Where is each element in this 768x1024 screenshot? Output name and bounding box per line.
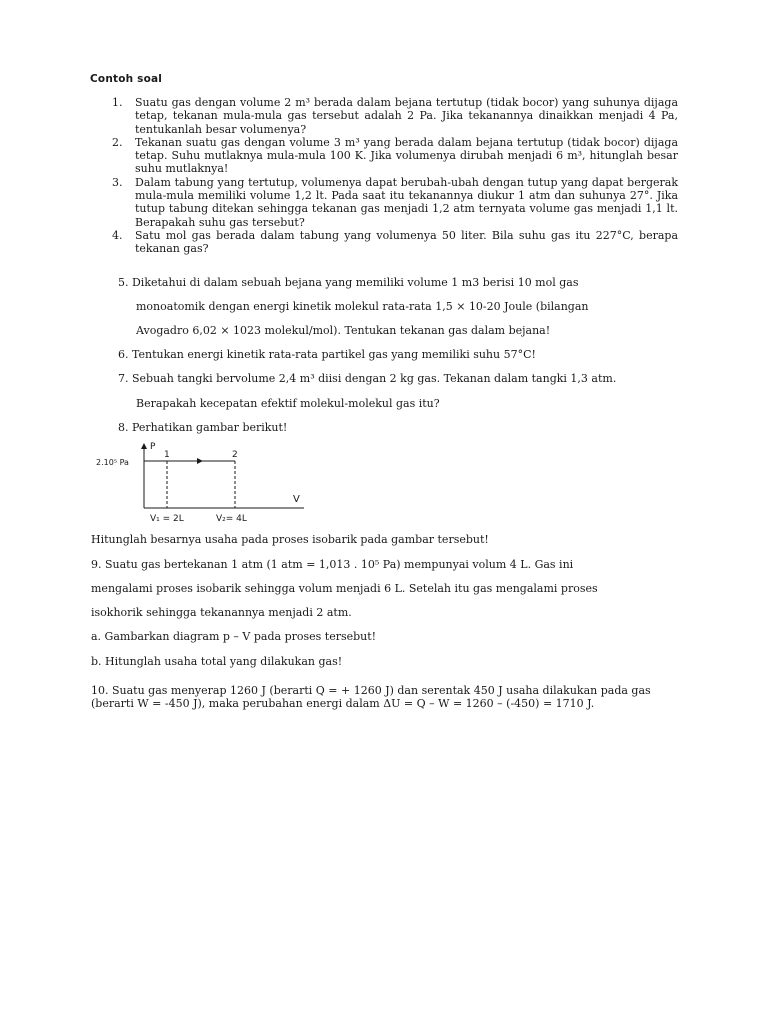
question-9-line-1: 9. Suatu gas bertekanan 1 atm (1 atm = 1,013 . 10⁵ Pa) mempunyai volum 4 L. Gas ini	[91, 558, 574, 571]
numbered-question-list	[112, 96, 678, 256]
v1-label: V₁ = 2L	[150, 514, 184, 524]
list-item-text: Dalam tabung yang tertutup, volumenya dapat berubah-ubah dengan tutup yang dapat bergerak mula-mula memiliki volume 1,2 lt. Pada saat itu tekanannya diukur 1 atm dan suhunya 27°. Jika tutup tabung ditekan sehingga tekanan gas menjadi 1,2 atm ternyata volume gas menjadi 1,1 lt. Berapakah suhu gas tersebut?	[135, 175, 678, 229]
question-8: 8. Perhatikan gambar berikut!	[118, 421, 288, 434]
list-item-text: Suatu gas dengan volume 2 m³ berada dalam bejana tertutup (tidak bocor) yang suhunya dijaga tetap, tekanan mula-mula gas tersebut adalah 2 Pa. Jika tekanannya dinaikkan menjadi 4 Pa, tentukanlah besar volumenya?	[135, 96, 678, 136]
list-item	[112, 176, 678, 229]
list-item-number: 1.	[112, 96, 123, 109]
question-9-line-2: mengalami proses isobarik sehingga volum menjadi 6 L. Setelah itu gas mengalami proses	[91, 582, 598, 595]
list-item	[112, 96, 678, 136]
point-2-label: 2	[232, 450, 238, 460]
list-item-text: Tekanan suatu gas dengan volume 3 m³ yang berada dalam bejana tertutup (tidak bocor) dijaga tetap. Suhu mutlaknya mula-mula 100 K. Jika volumenya dirubah menjadi 6 m³, hitunglah besar suhu mutlaknya!	[135, 135, 678, 176]
question-5-line-2: monoatomik dengan energi kinetik molekul rata-rata 1,5 × 10-20 Joule (bilangan	[136, 300, 589, 313]
list-item-text: Satu mol gas berada dalam tabung yang volumenya 50 liter. Bila suhu gas itu 227°C, berapa tekanan gas?	[135, 228, 678, 256]
question-8-prompt: Hitunglah besarnya usaha pada proses isobarik pada gambar tersebut!	[91, 533, 489, 546]
list-item-number: 2.	[112, 135, 123, 149]
point-1-label: 1	[164, 450, 170, 460]
question-5-line-3: Avogadro 6,02 × 1023 molekul/mol). Tentukan tekanan gas dalam bejana!	[136, 324, 551, 337]
question-9-line-3: isokhorik sehingga tekanannya menjadi 2 atm.	[91, 606, 352, 619]
v2-label: V₂= 4L	[216, 514, 247, 524]
question-5-line-1: 5. Diketahui di dalam sebuah bejana yang memiliki volume 1 m3 berisi 10 mol gas	[118, 276, 579, 289]
section-heading: Contoh soal	[90, 73, 163, 85]
pressure-label: 2.10⁵ Pa	[96, 458, 129, 467]
v-axis-label: V	[293, 494, 300, 505]
list-item-number: 4.	[112, 228, 123, 242]
list-item	[112, 229, 678, 256]
question-7-line-1: 7. Sebuah tangki bervolume 2,4 m³ diisi dengan 2 kg gas. Tekanan dalam tangki 1,3 atm.	[118, 372, 617, 385]
question-9-part-a: a. Gambarkan diagram p – V pada proses tersebut!	[91, 630, 377, 643]
question-6: 6. Tentukan energi kinetik rata-rata partikel gas yang memiliki suhu 57°C!	[118, 348, 536, 361]
list-item	[112, 136, 678, 176]
question-10: 10. Suatu gas menyerap 1260 J (berarti Q = + 1260 J) dan serentak 450 J usaha dilakukan pada gas (berarti W = -450 J), maka perubahan energi dalam ΔU = Q – W = 1260 – (-450) = 1710 J.	[91, 684, 651, 711]
question-7-line-2: Berapakah kecepatan efektif molekul-molekul gas itu?	[136, 397, 440, 410]
question-9-part-b: b. Hitunglah usaha total yang dilakukan gas!	[91, 655, 343, 668]
pv-diagram	[92, 440, 312, 524]
list-item-number: 3.	[112, 175, 123, 189]
p-axis-label: P	[150, 442, 156, 452]
